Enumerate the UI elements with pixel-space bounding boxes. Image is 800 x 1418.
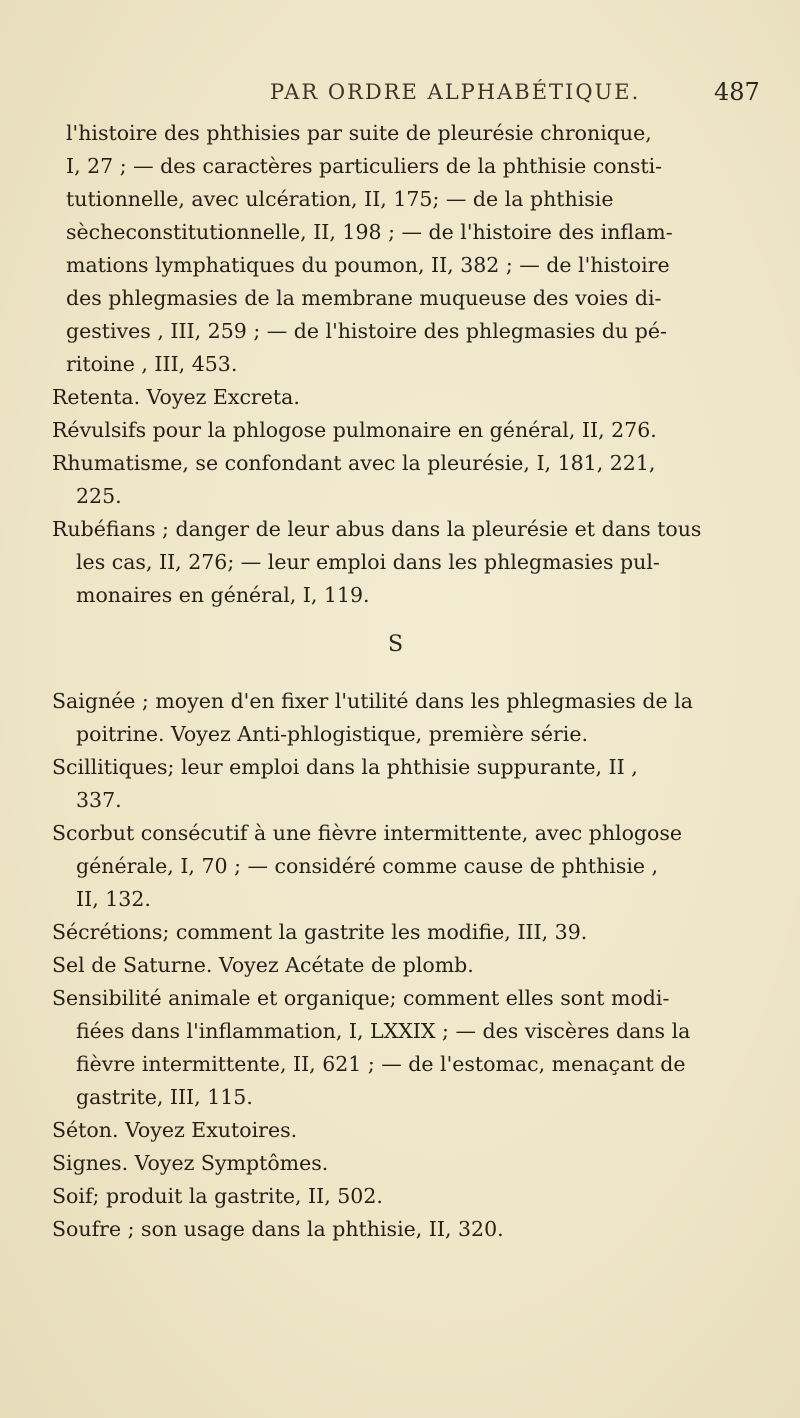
- section-letter: S: [388, 632, 404, 657]
- entry-line: Séton. Voyez Exutoires.: [52, 1118, 298, 1142]
- running-head: [0, 74, 800, 110]
- entry-line: gastrite, III, 115.: [76, 1085, 253, 1109]
- entry-line: monaires en général, I, 119.: [76, 583, 370, 607]
- entry-line: gestives , III, 259 ; — de l'histoire des phlegmasies du pé-: [66, 319, 667, 343]
- entry-line: II, 132.: [76, 887, 151, 911]
- entry-line: Saignée ; moyen d'en fixer l'utilité dans les phlegmasies de la: [52, 689, 693, 713]
- entry-line: sècheconstitutionnelle, II, 198 ; — de l'histoire des inflam-: [66, 220, 673, 244]
- entry-line: Soif; produit la gastrite, II, 502.: [52, 1184, 383, 1208]
- entry-line: Sécrétions; comment la gastrite les modifie, III, 39.: [52, 920, 588, 944]
- entry-line: I, 27 ; — des caractères particuliers de la phthisie consti-: [66, 154, 663, 178]
- entry-line: Signes. Voyez Symptômes.: [52, 1151, 329, 1175]
- entry-line: l'histoire des phthisies par suite de pleurésie chronique,: [66, 121, 652, 145]
- entry-line: 337.: [76, 788, 122, 812]
- entry-line: fiées dans l'inflammation, I, LXXIX ; — des viscères dans la: [76, 1019, 691, 1043]
- entry-line: les cas, II, 276; — leur emploi dans les phlegmasies pul-: [76, 550, 660, 574]
- entry-line: tutionnelle, avec ulcération, II, 175; — de la phthisie: [66, 187, 614, 211]
- entry-line: Sel de Saturne. Voyez Acétate de plomb.: [52, 953, 474, 977]
- entry-line: des phlegmasies de la membrane muqueuse des voies di-: [66, 286, 662, 310]
- entry-line: Soufre ; son usage dans la phthisie, II, 320.: [52, 1217, 504, 1241]
- page-number: 487: [714, 78, 760, 106]
- entry-line: générale, I, 70 ; — considéré comme cause de phthisie ,: [76, 854, 659, 878]
- running-title: PAR ORDRE ALPHABÉTIQUE.: [270, 80, 641, 104]
- entry-line: Rubéfians ; danger de leur abus dans la pleurésie et dans tous: [52, 517, 702, 541]
- entry-line: Révulsifs pour la phlogose pulmonaire en général, II, 276.: [52, 418, 657, 442]
- entry-line: fièvre intermittente, II, 621 ; — de l'estomac, menaçant de: [76, 1052, 686, 1076]
- entry-line: Scillitiques; leur emploi dans la phthisie suppurante, II ,: [52, 755, 638, 779]
- entry-line: Retenta. Voyez Excreta.: [52, 385, 300, 409]
- entry-line: Rhumatisme, se confondant avec la pleurésie, I, 181, 221,: [52, 451, 656, 475]
- entry-line: mations lymphatiques du poumon, II, 382 ; — de l'histoire: [66, 253, 670, 277]
- entry-line: Sensibilité animale et organique; comment elles sont modi-: [52, 986, 670, 1010]
- entry-line: 225.: [76, 484, 122, 508]
- entry-line: ritoine , III, 453.: [66, 352, 238, 376]
- entry-line: Scorbut consécutif à une fièvre intermittente, avec phlogose: [52, 821, 683, 845]
- entry-line: poitrine. Voyez Anti-phlogistique, première série.: [76, 722, 588, 746]
